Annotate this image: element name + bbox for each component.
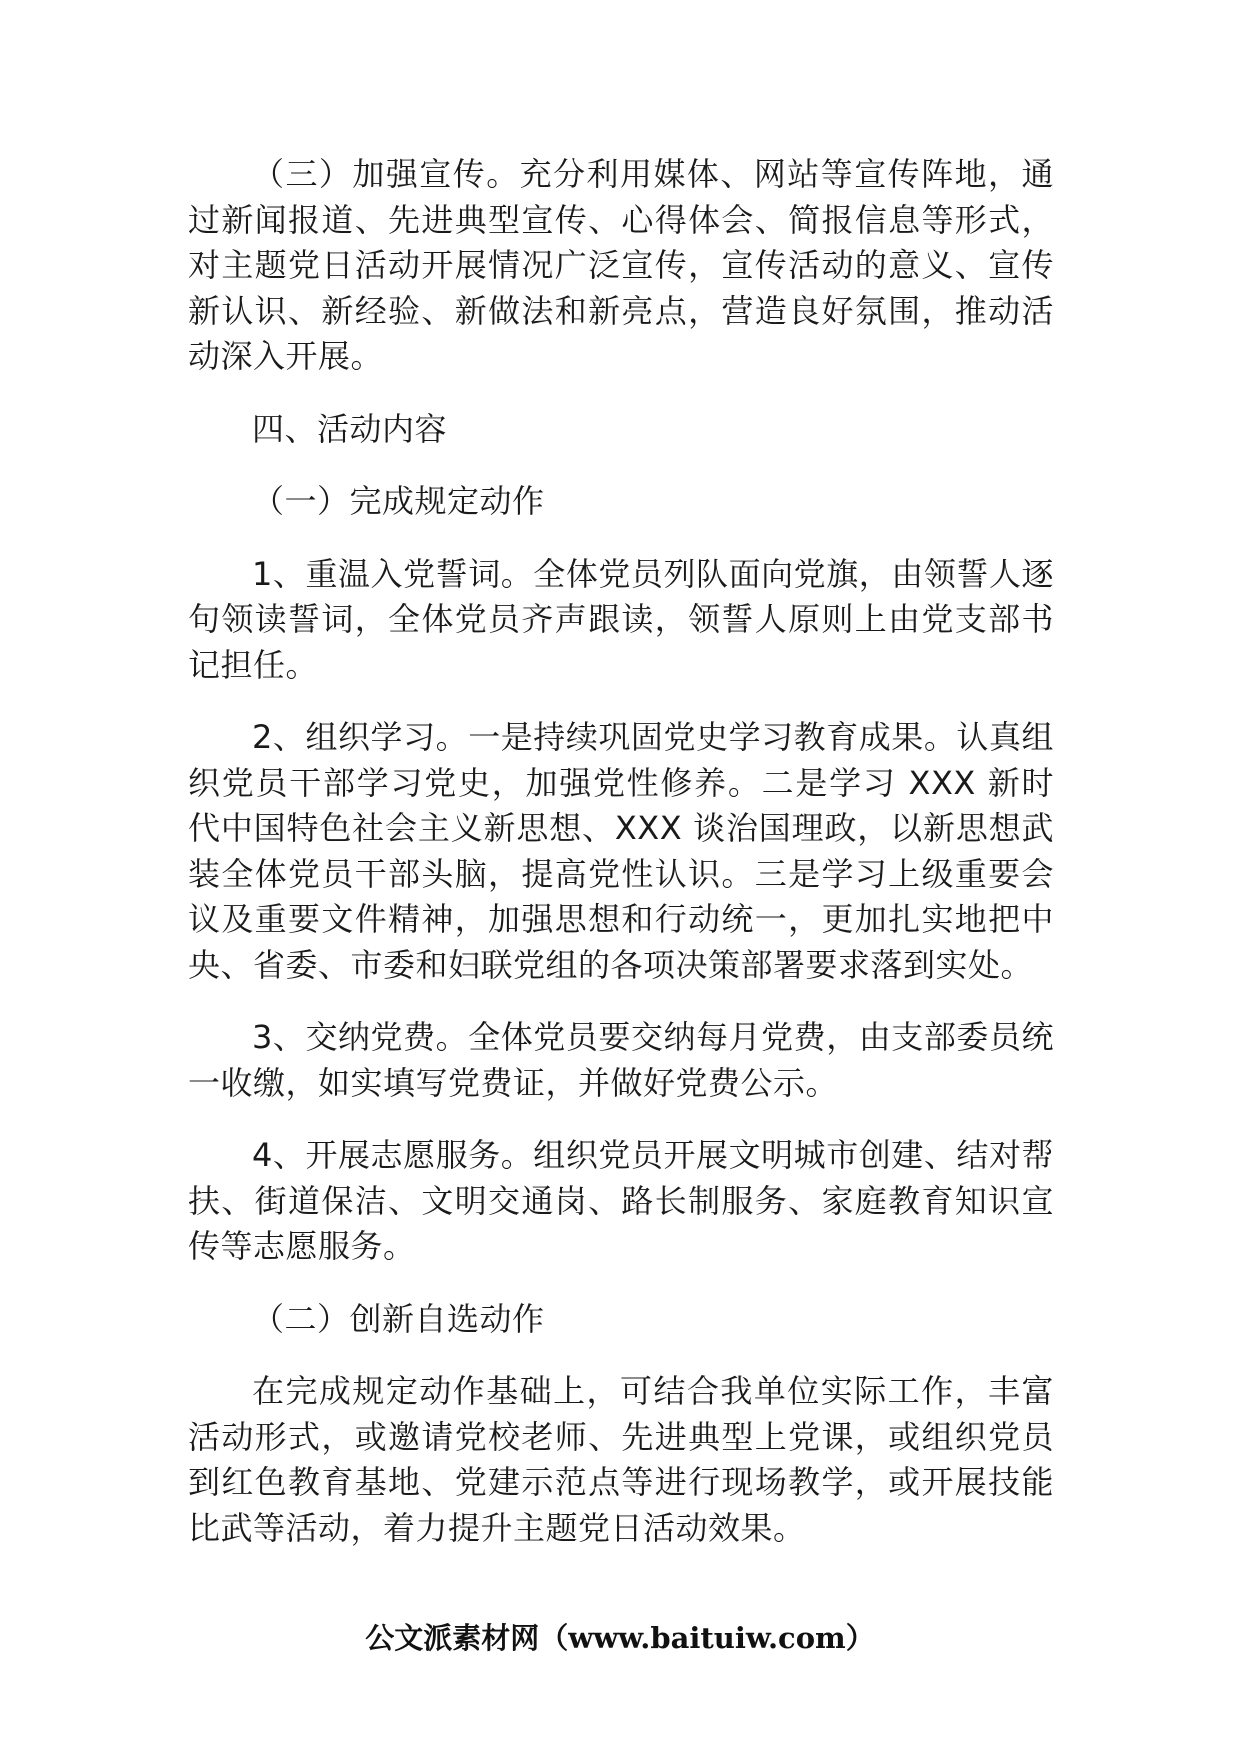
paragraph-study: 2、组织学习。一是持续巩固党史学习教育成果。认真组织党员干部学习党史，加强党性修养。二是学习 XXX 新时代中国特色社会主义新思想、XXX 谈治国理政，以新思想武装全体党员干部头脑，提高党性认识。三是学习上级重要会议及重要文件精神，加强思想和行动统一，更加扎实地把中央、省委、市委和妇联党组的各项决策部署要求落到实处。 [188, 718, 1054, 984]
paragraph-publicity: （三）加强宣传。充分利用媒体、网站等宣传阵地，通过新闻报道、先进典型宣传、心得体会、简报信息等形式，对主题党日活动开展情况广泛宣传，宣传活动的意义、宣传新认识、新经验、新做法和新亮点，营造良好氛围，推动活动深入开展。 [188, 155, 1054, 375]
paragraph-oath: 1、重温入党誓词。全体党员列队面向党旗，由领誓人逐句领读誓词，全体党员齐声跟读，领誓人原则上由党支部书记担任。 [188, 554, 1054, 684]
section-heading-activity-content: 四、活动内容 [252, 409, 448, 448]
paragraph-volunteer-service: 4、开展志愿服务。组织党员开展文明城市创建、结对帮扶、街道保洁、文明交通岗、路长制服务、家庭教育知识宣传等志愿服务。 [188, 1136, 1054, 1265]
paragraph-innovation: 在完成规定动作基础上，可结合我单位实际工作，丰富活动形式，或邀请党校老师、先进典型上党课，或组织党员到红色教育基地、党建示范点等进行现场教学，或开展技能比武等活动，着力提升主题党日活动效果。 [188, 1372, 1054, 1547]
subheading-optional-actions: （二）创新自选动作 [252, 1299, 545, 1338]
paragraph-party-dues: 3、交纳党费。全体党员要交纳每月党费，由支部委员统一收缴，如实填写党费证，并做好党费公示。 [188, 1018, 1054, 1102]
document-body [188, 152, 1054, 1551]
subheading-required-actions: （一）完成规定动作 [252, 482, 545, 520]
footer-watermark: 公文派素材网（www.baituiw.com） [365, 1621, 875, 1655]
